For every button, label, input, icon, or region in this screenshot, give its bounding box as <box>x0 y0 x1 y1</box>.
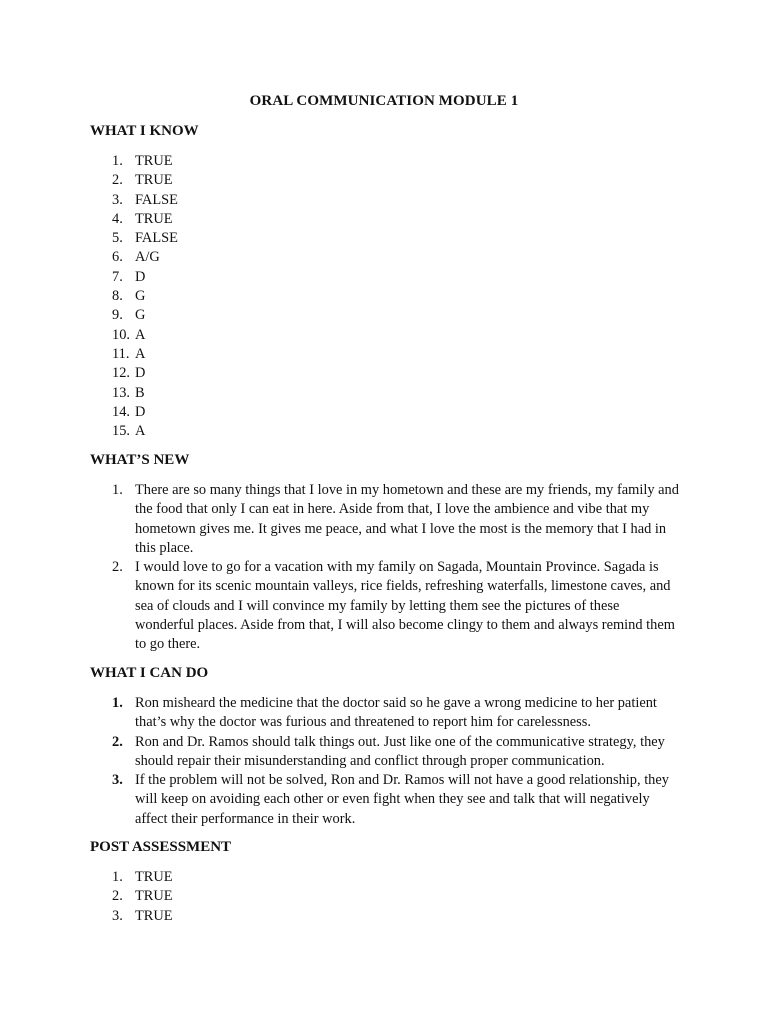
list-item <box>90 481 680 558</box>
list-item-number: 9. <box>112 307 123 324</box>
list-item <box>90 364 178 383</box>
heading-whats-new: WHAT’S NEW <box>90 452 190 468</box>
list-item <box>90 248 178 267</box>
list-item <box>90 887 173 906</box>
list-item-number: 6. <box>112 249 123 266</box>
list-item <box>90 558 680 654</box>
list-item-number: 15. <box>112 423 130 440</box>
list-item-answer: D <box>135 403 146 420</box>
document-title: ORAL COMMUNICATION MODULE 1 <box>249 93 519 109</box>
list-item <box>90 191 178 210</box>
list-item-answer: D <box>135 268 146 285</box>
heading-what-i-can-do: WHAT I CAN DO <box>90 665 209 681</box>
heading-post-assessment: POST ASSESSMENT <box>90 839 232 855</box>
list-item-number: 12. <box>112 365 130 382</box>
list-item-paragraph: There are so many things that I love in my hometown and these are my friends, my family and the food that only I can eat in here. Aside from that, I love the ambience and vibe that my hometown gives me. It gives me peace, and what I love the most is the memory that I had in this place. <box>135 482 679 556</box>
list-item-answer: G <box>135 307 146 324</box>
list-item <box>90 694 680 733</box>
list-item-number: 11. <box>112 345 130 362</box>
list-item <box>90 403 178 422</box>
list-item-answer: A <box>135 423 146 440</box>
whats-new-list <box>90 481 680 655</box>
list-item-number: 3. <box>112 907 123 924</box>
list-item-answer: TRUE <box>135 172 173 189</box>
list-item <box>90 229 178 248</box>
list-item-number: 7. <box>112 268 123 285</box>
list-item <box>90 152 178 171</box>
list-item <box>90 422 178 441</box>
list-item-number: 10. <box>112 326 130 343</box>
list-item <box>90 384 178 403</box>
list-item-paragraph: I would love to go for a vacation with my family on Sagada, Mountain Province. Sagada is known for its scenic mountain valleys, rice fields, refreshing waterfalls, limestone caves, and sea of clouds and I will convince my family by letting them see the pictures of these wonderful places. Aside from that, I will also become clingy to them and always remind them to go there. <box>135 559 675 653</box>
list-item-number: 1. <box>112 695 123 711</box>
list-item <box>90 733 680 772</box>
list-item <box>90 771 680 829</box>
list-item-answer: TRUE <box>135 869 173 885</box>
list-item-answer: TRUE <box>135 210 173 227</box>
post-assessment-list <box>90 868 173 926</box>
list-item-number: 13. <box>112 384 130 401</box>
list-item-paragraph: Ron and Dr. Ramos should talk things out. Just like one of the communicative strategy, they should repair their misunderstanding and conflict through proper communication. <box>135 733 665 769</box>
list-item-number: 4. <box>112 210 123 227</box>
what-i-know-list <box>90 152 178 441</box>
list-item-answer: D <box>135 365 146 382</box>
list-item-number: 1. <box>112 153 123 169</box>
list-item-answer: G <box>135 288 146 305</box>
list-item-number: 1. <box>112 482 123 498</box>
list-item-answer: A <box>135 345 146 362</box>
list-item-number: 5. <box>112 230 123 247</box>
list-item-answer: TRUE <box>135 907 173 924</box>
list-item-number: 14. <box>112 403 130 420</box>
list-item-number: 3. <box>112 191 123 208</box>
list-item <box>90 210 178 229</box>
what-i-can-do-list <box>90 694 680 829</box>
list-item <box>90 326 178 345</box>
list-item <box>90 868 173 887</box>
list-item-paragraph: Ron misheard the medicine that the doctor said so he gave a wrong medicine to her patient that’s why the doctor was furious and threatened to report him for carelessness. <box>135 695 657 731</box>
list-item-paragraph: If the problem will not be solved, Ron and Dr. Ramos will not have a good relationship, they will keep on avoiding each other or even fight when they see and talk that will negatively affect their performance in their work. <box>135 772 669 827</box>
list-item-answer: TRUE <box>135 888 173 905</box>
list-item <box>90 287 178 306</box>
heading-what-i-know: WHAT I KNOW <box>90 123 199 139</box>
list-item-number: 1. <box>112 869 123 885</box>
list-item-answer: B <box>135 384 145 401</box>
list-item-number: 2. <box>112 559 123 576</box>
list-item-answer: FALSE <box>135 230 178 247</box>
list-item-answer: A <box>135 326 146 343</box>
list-item <box>90 907 173 926</box>
list-item <box>90 345 178 364</box>
list-item <box>90 171 178 190</box>
list-item-answer: TRUE <box>135 153 173 169</box>
list-item-number: 3. <box>112 772 123 789</box>
list-item-answer: FALSE <box>135 191 178 208</box>
list-item <box>90 268 178 287</box>
list-item-answer: A/G <box>135 249 160 266</box>
list-item-number: 8. <box>112 288 123 305</box>
list-item <box>90 306 178 325</box>
list-item-number: 2. <box>112 888 123 905</box>
list-item-number: 2. <box>112 733 123 750</box>
list-item-number: 2. <box>112 172 123 189</box>
